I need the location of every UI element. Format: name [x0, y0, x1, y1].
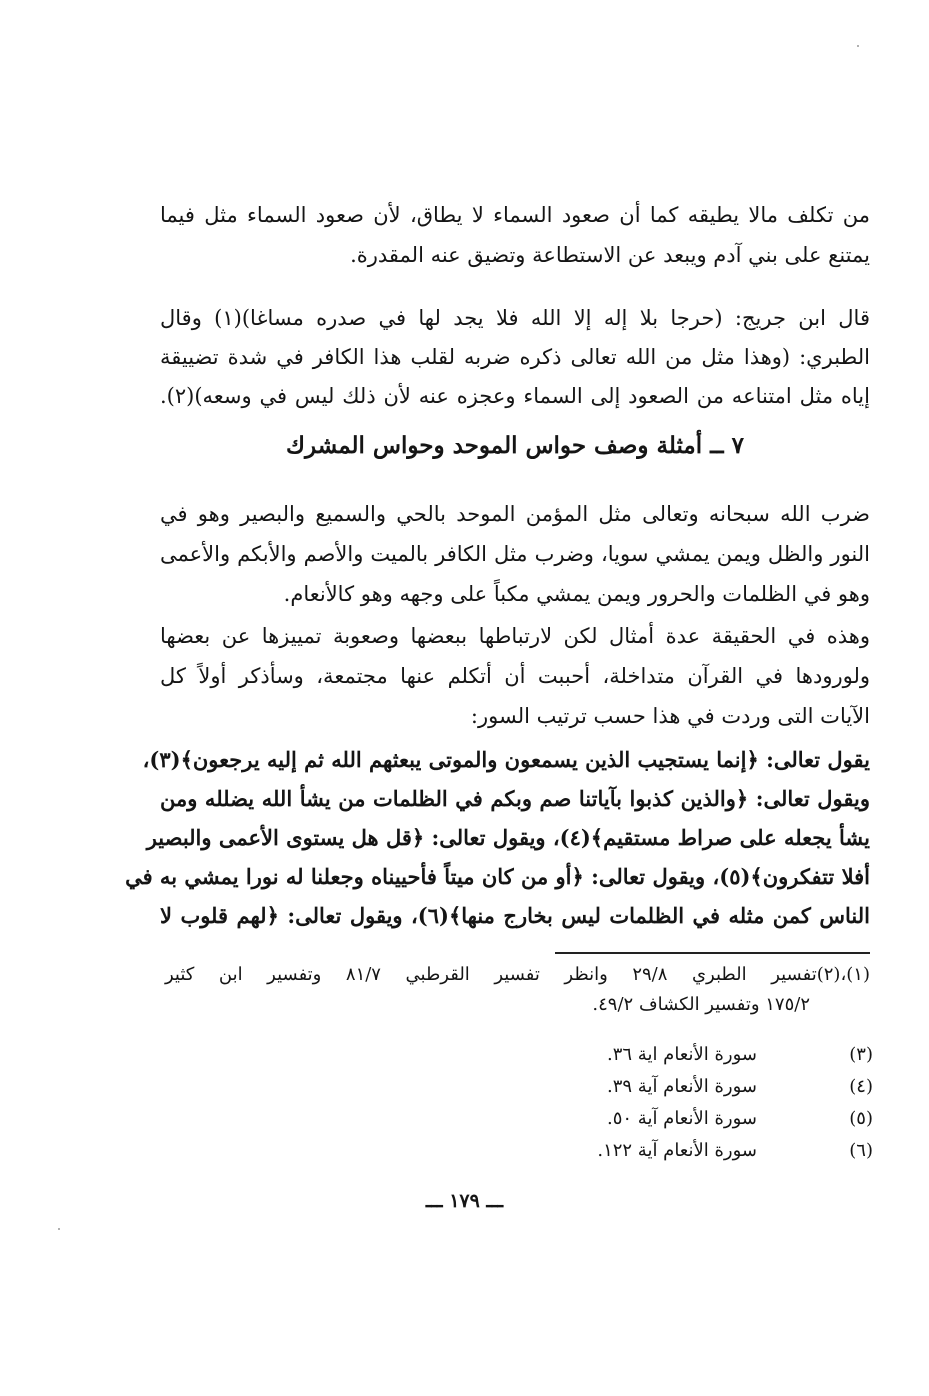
paragraph-5 — [125, 740, 870, 940]
paragraph-2 — [160, 298, 870, 418]
footnote-item — [0, 1136, 929, 1166]
text-line: إياه مثل امتناعه من الصعود إلى السماء وعجزه عنه لأن ذلك ليس في وسعه)(٢). — [160, 384, 870, 408]
text-line: أفلا تتفكرون﴾(٥)، ويقول تعالى: ﴿أو من كان ميتاً فأحييناه وجعلنا له نورا يمشي به في — [125, 864, 870, 889]
footnote-text: سورة الأنعام آية ٥٠. — [607, 1108, 757, 1129]
text-line: قال ابن جريج: (حرجا بلا إله إلا الله فلا يجد لها في صدره مساغا)(١) وقال — [160, 306, 870, 330]
text-line: الآيات التى وردت في هذا حسب ترتيب السور: — [470, 704, 870, 728]
scan-speck — [58, 1228, 60, 1230]
text-line: النور والظل ويمن يمشي سويا، وضرب مثل الكافر بالميت والأصم والأبكم والأعمى — [160, 542, 870, 566]
footnote-line: ١٧٥/٢ وتفسير الكشاف ٤٩/٢. — [592, 994, 810, 1015]
text-line: ويقول تعالى: ﴿والذين كذبوا بآياتنا صم وبكم في الظلمات من يشأ الله يضلله ومن — [160, 786, 870, 811]
text-line: الطبري: (وهذا مثل من الله تعالى ذكره ضربه لقلب هذا الكافر في شدة تضييقة — [160, 345, 870, 369]
paragraph-3 — [160, 494, 870, 614]
text-line: ضرب الله سبحانه وتعالى مثل المؤمن الموحد بالحي والسميع والبصير وهو في — [160, 502, 870, 526]
footnote-separator — [555, 952, 870, 954]
footnote-number: (٤) — [849, 1076, 873, 1097]
paragraph-1 — [160, 195, 870, 275]
footnote-1-2 — [165, 960, 870, 1020]
paragraph-4 — [160, 616, 870, 736]
scan-speck — [857, 45, 859, 47]
footnote-number: (٣) — [849, 1044, 873, 1065]
page-number: ـــ ١٧٩ ـــ — [425, 1190, 504, 1212]
text-line: وهو في الظلمات والحرور ويمن يمشي مكباً على وجهه وهو كالأنعام. — [283, 582, 870, 606]
footnote-item — [0, 1072, 929, 1102]
footnote-line: (١)،(٢)تفسير الطبري ٢٩/٨ وانظر تفسير القرطبي ٨١/٧ وتفسير ابن كثير — [165, 964, 870, 985]
footnote-item — [0, 1104, 929, 1134]
text-line: يقول تعالى: ﴿إنما يستجيب الذين يسمعون والموتى يبعثهم الله ثم إليه يرجعون﴾(٣)، — [142, 747, 870, 772]
footnote-text: سورة الأنعام اية ٣٦. — [607, 1044, 757, 1065]
footnote-text: سورة الأنعام آية ١٢٢. — [597, 1140, 757, 1161]
text-line: يمتنع على بني آدم ويبعد عن الاستطاعة وتضيق عنه المقدرة. — [350, 243, 870, 267]
footnote-number: (٦) — [849, 1140, 873, 1161]
footnote-number: (٥) — [849, 1108, 873, 1129]
footnote-text: سورة الأنعام آية ٣٩. — [607, 1076, 757, 1097]
text-line: يشأ يجعله على صراط مستقيم﴾(٤)، ويقول تعالى: ﴿قل هل يستوى الأعمى والبصير — [146, 825, 870, 850]
text-line: وهذه في الحقيقة عدة أمثال لكن لارتباطها ببعضها وصعوبة تمييزها عن بعضها — [160, 624, 870, 648]
text-line: الناس كمن مثله في الظلمات ليس بخارج منها﴾(٦)، ويقول تعالى: ﴿لهم قلوب لا — [160, 903, 870, 928]
footnote-list — [0, 1040, 929, 1180]
footnote-item — [0, 1040, 929, 1070]
text-line: ولورودها في القرآن متداخلة، أحببت أن أتكلم عنها مجتمعة، وسأذكر أولاً كل — [160, 664, 870, 688]
section-heading: ٧ ــ أمثلة وصف حواس الموحد وحواس المشرك — [286, 432, 744, 459]
text-line: من تكلف مالا يطيقه كما أن صعود السماء لا يطاق، لأن صعود السماء مثل فيما — [160, 203, 870, 227]
